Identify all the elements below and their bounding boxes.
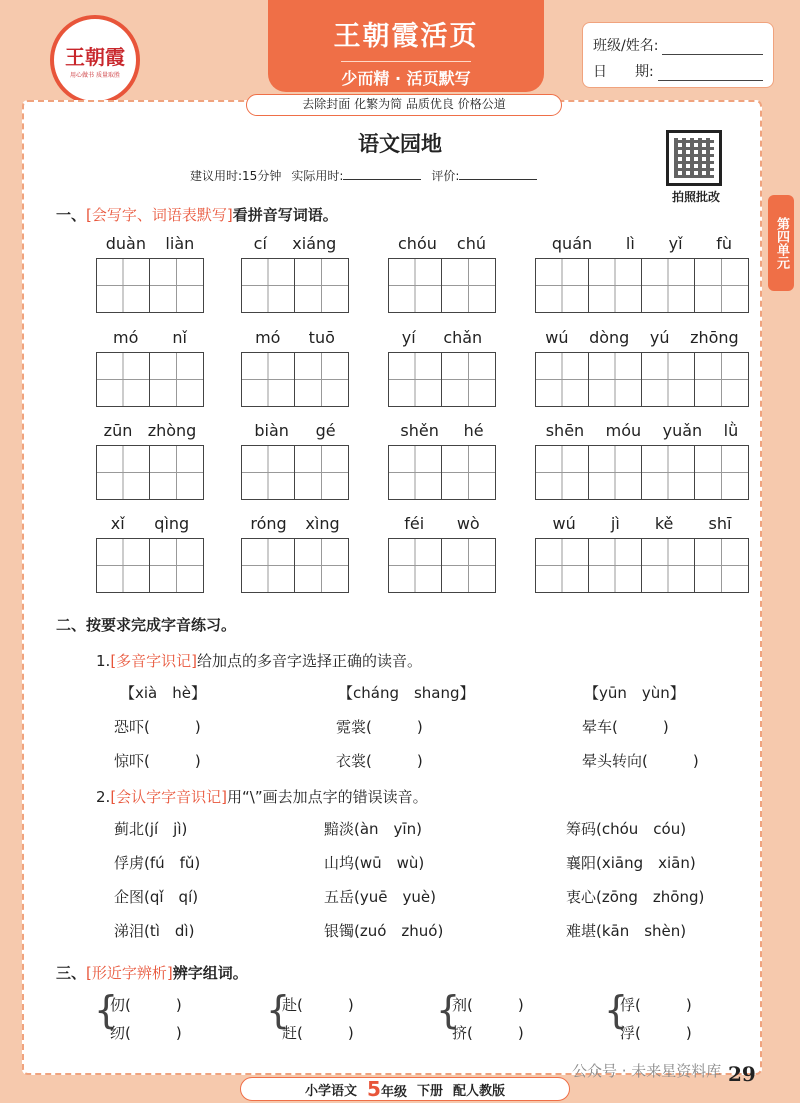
pinyin-label xyxy=(241,328,349,352)
word-pair-item[interactable]: 剂( ) xyxy=(452,996,524,1014)
writing-cell[interactable] xyxy=(97,446,150,499)
word-group xyxy=(535,514,749,593)
polyphone-item[interactable]: 晕头转向( ) xyxy=(582,752,699,770)
logo-text: 王朝霞 xyxy=(65,45,125,69)
pinyin-label xyxy=(535,421,749,445)
writing-cell[interactable] xyxy=(695,446,748,499)
word-group xyxy=(388,514,496,593)
date-label: 日 期: xyxy=(593,64,654,80)
page-title: 语文园地 xyxy=(358,132,442,156)
footer-subject: 小学语文 xyxy=(305,1083,358,1099)
pinyin-syllable: yú xyxy=(649,328,670,347)
pinyin-label xyxy=(241,421,349,445)
writing-grid xyxy=(96,538,204,593)
word-group xyxy=(388,421,496,500)
pinyin-label xyxy=(535,514,749,538)
pinyin-syllable: cí xyxy=(253,234,267,253)
writing-cell[interactable] xyxy=(97,259,150,312)
pinyin-syllable: yí xyxy=(401,328,416,347)
header-banner xyxy=(268,0,544,92)
pinyin-syllable: wú xyxy=(552,514,576,533)
pinyin-label xyxy=(96,328,204,352)
section-2-number: 二、 xyxy=(56,616,87,634)
writing-cell[interactable] xyxy=(442,446,495,499)
footer-bar xyxy=(240,1077,570,1101)
pinyin-label xyxy=(96,514,204,538)
reading-options: 【yūn yùn】 xyxy=(584,684,685,702)
date-blank[interactable] xyxy=(658,63,763,81)
meta-row xyxy=(190,166,537,184)
pinyin-syllable: móu xyxy=(605,421,642,440)
section-3-tag: [形近字辨析] xyxy=(86,964,173,982)
pinyin-syllable: zhòng xyxy=(147,421,197,440)
question-2-number: 2. xyxy=(96,788,111,806)
writing-cell[interactable] xyxy=(589,539,642,592)
writing-cell[interactable] xyxy=(150,539,203,592)
writing-cell[interactable] xyxy=(589,446,642,499)
writing-cell[interactable] xyxy=(642,539,695,592)
footer-term: 下册 xyxy=(416,1083,443,1099)
writing-cell[interactable] xyxy=(442,539,495,592)
pinyin-label xyxy=(388,234,496,258)
name-box xyxy=(582,22,774,88)
pronunciation-item[interactable]: 筹码(chóu cóu) xyxy=(566,820,687,838)
evaluation-blank[interactable] xyxy=(459,166,537,180)
pinyin-label xyxy=(241,234,349,258)
word-group xyxy=(96,234,204,313)
word-pair-item[interactable]: 浮( ) xyxy=(620,1024,692,1042)
pinyin-syllable: liàn xyxy=(165,234,195,253)
section-1-heading xyxy=(56,204,338,225)
pinyin-label xyxy=(388,328,496,352)
pinyin-syllable: róng xyxy=(250,514,287,533)
pronunciation-item[interactable]: 银镯(zuó zhuó) xyxy=(324,922,444,940)
pinyin-syllable: biàn xyxy=(254,421,289,440)
section-1-tag: [会写字、词语表默写] xyxy=(86,206,233,224)
writing-grid xyxy=(535,445,749,500)
pinyin-syllable: mó xyxy=(255,328,281,347)
pinyin-syllable: quán xyxy=(551,234,593,253)
pinyin-syllable: lǜ xyxy=(723,421,739,440)
page-number: 29 xyxy=(728,1062,756,1086)
writing-cell[interactable] xyxy=(695,539,748,592)
pinyin-syllable: dòng xyxy=(589,328,630,347)
writing-cell[interactable] xyxy=(295,259,348,312)
qr-code-icon[interactable] xyxy=(666,130,722,186)
writing-cell[interactable] xyxy=(242,353,295,406)
writing-cell[interactable] xyxy=(97,539,150,592)
pinyin-label xyxy=(535,328,749,352)
writing-cell[interactable] xyxy=(536,539,589,592)
section-2-heading xyxy=(56,614,236,635)
brace-icon: { xyxy=(266,988,291,1032)
writing-cell[interactable] xyxy=(295,539,348,592)
pinyin-syllable: féi xyxy=(404,514,425,533)
class-name-blank[interactable] xyxy=(662,37,763,55)
pronunciation-item[interactable]: 五岳(yuē yuè) xyxy=(324,888,436,906)
writing-grid xyxy=(535,538,749,593)
pinyin-syllable: hé xyxy=(463,421,484,440)
footer-grade-label: 年级 xyxy=(380,1085,407,1100)
writing-cell[interactable] xyxy=(389,259,442,312)
section-1-text: 看拼音写词语。 xyxy=(232,206,338,224)
reading-options: 【xià hè】 xyxy=(120,684,206,702)
evaluation-label: 评价: xyxy=(431,169,460,183)
polyphone-item[interactable]: 惊吓( ) xyxy=(114,752,201,770)
question-2-tag: [会认字字音识记] xyxy=(110,788,228,806)
writing-grid xyxy=(96,258,204,313)
pinyin-syllable: duàn xyxy=(105,234,146,253)
writing-cell[interactable] xyxy=(295,446,348,499)
pinyin-syllable: shěn xyxy=(400,421,439,440)
word-group xyxy=(388,328,496,407)
banner-subtitle: 少而精 · 活页默写 xyxy=(341,61,470,89)
polyphone-item[interactable]: 晕车( ) xyxy=(582,718,669,736)
pinyin-syllable: shī xyxy=(708,514,732,533)
actual-time-label: 实际用时: xyxy=(291,169,344,183)
writing-grid xyxy=(241,445,349,500)
writing-grid xyxy=(535,258,749,313)
pinyin-syllable: yǐ xyxy=(668,234,683,253)
writing-grid xyxy=(388,258,496,313)
section-3-number: 三、 xyxy=(56,964,87,982)
question-1-text: 给加点的多音字选择正确的读音。 xyxy=(197,652,423,670)
brace-icon: { xyxy=(94,988,119,1032)
unit-tab: 第四单元 xyxy=(768,195,794,291)
pronunciation-item[interactable]: 难堪(kān shèn) xyxy=(566,922,687,940)
slogan: 去除封面 化繁为简 品质优良 价格公道 xyxy=(246,94,562,116)
word-pair-item[interactable]: 仞( ) xyxy=(110,996,182,1014)
pronunciation-item[interactable]: 蓟北(jí jì) xyxy=(114,820,188,838)
pinyin-syllable: yuǎn xyxy=(662,421,703,440)
writing-cell[interactable] xyxy=(642,259,695,312)
question-2-text: 用“\”画去加点字的错误读音。 xyxy=(227,788,428,806)
writing-cell[interactable] xyxy=(642,446,695,499)
writing-cell[interactable] xyxy=(150,446,203,499)
pinyin-syllable: wò xyxy=(456,514,480,533)
word-group xyxy=(96,421,204,500)
banner-title: 王朝霞活页 xyxy=(333,21,479,52)
pinyin-syllable: mó xyxy=(113,328,139,347)
writing-grid xyxy=(96,352,204,407)
pinyin-label xyxy=(96,421,204,445)
writing-cell[interactable] xyxy=(695,353,748,406)
section-3-text: 辨字组词。 xyxy=(172,964,248,982)
pinyin-syllable: xiáng xyxy=(292,234,337,253)
writing-cell[interactable] xyxy=(536,446,589,499)
word-pair-item[interactable]: 挤( ) xyxy=(452,1024,524,1042)
pinyin-syllable: zūn xyxy=(103,421,133,440)
pinyin-syllable: tuō xyxy=(308,328,335,347)
pinyin-syllable: zhōng xyxy=(690,328,739,347)
pinyin-syllable: xǐ xyxy=(110,514,125,533)
pinyin-syllable: nǐ xyxy=(172,328,187,347)
logo-subtext: 用心做书 质量取胜 xyxy=(70,72,120,79)
pronunciation-item[interactable]: 俘虏(fú fǔ) xyxy=(114,854,201,872)
word-pair-item[interactable]: 赶( ) xyxy=(282,1024,354,1042)
word-group xyxy=(96,514,204,593)
writing-cell[interactable] xyxy=(589,353,642,406)
section-1-number: 一、 xyxy=(56,206,87,224)
pinyin-label xyxy=(241,514,349,538)
writing-cell[interactable] xyxy=(150,353,203,406)
writing-cell[interactable] xyxy=(295,353,348,406)
class-name-label: 班级/姓名: xyxy=(593,38,659,54)
writing-cell[interactable] xyxy=(242,446,295,499)
pronunciation-item[interactable]: 黯淡(àn yīn) xyxy=(324,820,422,838)
writing-cell[interactable] xyxy=(389,446,442,499)
word-group xyxy=(535,328,749,407)
writing-grid xyxy=(388,445,496,500)
reading-options: 【cháng shang】 xyxy=(338,684,475,702)
question-1-tag: [多音字识记] xyxy=(110,652,198,670)
pinyin-syllable: lì xyxy=(625,234,635,253)
pinyin-syllable: xìng xyxy=(305,514,340,533)
pinyin-label xyxy=(388,421,496,445)
pinyin-syllable: gé xyxy=(315,421,336,440)
writing-grid xyxy=(241,352,349,407)
watermark: 公众号 · 未来星资料库 xyxy=(572,1062,722,1080)
word-group xyxy=(535,421,749,500)
question-1-heading xyxy=(96,650,422,671)
pinyin-syllable: chú xyxy=(456,234,486,253)
pinyin-syllable: chǎn xyxy=(443,328,483,347)
writing-cell[interactable] xyxy=(242,259,295,312)
writing-cell[interactable] xyxy=(389,539,442,592)
writing-grid xyxy=(388,538,496,593)
pinyin-syllable: wú xyxy=(545,328,569,347)
word-group xyxy=(535,234,749,313)
word-pair-item[interactable]: 纫( ) xyxy=(110,1024,182,1042)
pinyin-syllable: fù xyxy=(716,234,733,253)
writing-grid xyxy=(241,258,349,313)
writing-grid xyxy=(388,352,496,407)
publisher-logo xyxy=(50,15,140,105)
pronunciation-item[interactable]: 襄阳(xiāng xiān) xyxy=(566,854,696,872)
footer-edition: 配人教版 xyxy=(452,1083,505,1099)
pronunciation-item[interactable]: 企图(qǐ qí) xyxy=(114,888,199,906)
writing-cell[interactable] xyxy=(536,353,589,406)
pronunciation-item[interactable]: 涕泪(tì dì) xyxy=(114,922,195,940)
pronunciation-item[interactable]: 山坞(wū wù) xyxy=(324,854,425,872)
pronunciation-item[interactable]: 衷心(zōng zhōng) xyxy=(566,888,705,906)
pinyin-syllable: qìng xyxy=(154,514,190,533)
brace-icon: { xyxy=(604,988,629,1032)
word-group xyxy=(388,234,496,313)
pinyin-syllable: kě xyxy=(654,514,674,533)
word-group xyxy=(241,234,349,313)
writing-grid xyxy=(96,445,204,500)
writing-cell[interactable] xyxy=(442,259,495,312)
footer-grade: 5 xyxy=(367,1077,381,1101)
writing-cell[interactable] xyxy=(642,353,695,406)
word-group xyxy=(241,514,349,593)
actual-time-blank[interactable] xyxy=(343,166,421,180)
writing-cell[interactable] xyxy=(695,259,748,312)
pinyin-label xyxy=(535,234,749,258)
brace-icon: { xyxy=(436,988,461,1032)
writing-grid xyxy=(241,538,349,593)
word-group xyxy=(241,328,349,407)
word-group xyxy=(96,328,204,407)
pinyin-syllable: chóu xyxy=(398,234,437,253)
pinyin-syllable: jì xyxy=(610,514,620,533)
question-1-number: 1. xyxy=(96,652,111,670)
section-3-heading xyxy=(56,962,248,983)
suggested-time: 建议用时:15分钟 xyxy=(190,169,282,183)
word-pair-item[interactable]: 赴( ) xyxy=(282,996,354,1014)
polyphone-item[interactable]: 衣裳( ) xyxy=(336,752,423,770)
pinyin-label xyxy=(388,514,496,538)
writing-grid xyxy=(535,352,749,407)
question-2-heading xyxy=(96,786,428,807)
section-2-text: 按要求完成字音练习。 xyxy=(86,616,237,634)
writing-cell[interactable] xyxy=(97,353,150,406)
writing-cell[interactable] xyxy=(242,539,295,592)
word-group xyxy=(241,421,349,500)
polyphone-item[interactable]: 恐吓( ) xyxy=(114,718,201,736)
writing-cell[interactable] xyxy=(442,353,495,406)
writing-cell[interactable] xyxy=(536,259,589,312)
polyphone-item[interactable]: 霓裳( ) xyxy=(336,718,423,736)
writing-cell[interactable] xyxy=(589,259,642,312)
writing-cell[interactable] xyxy=(150,259,203,312)
writing-cell[interactable] xyxy=(389,353,442,406)
word-pair-item[interactable]: 俘( ) xyxy=(620,996,692,1014)
qr-label: 拍照批改 xyxy=(671,190,720,204)
pinyin-label xyxy=(96,234,204,258)
pinyin-syllable: shēn xyxy=(545,421,585,440)
